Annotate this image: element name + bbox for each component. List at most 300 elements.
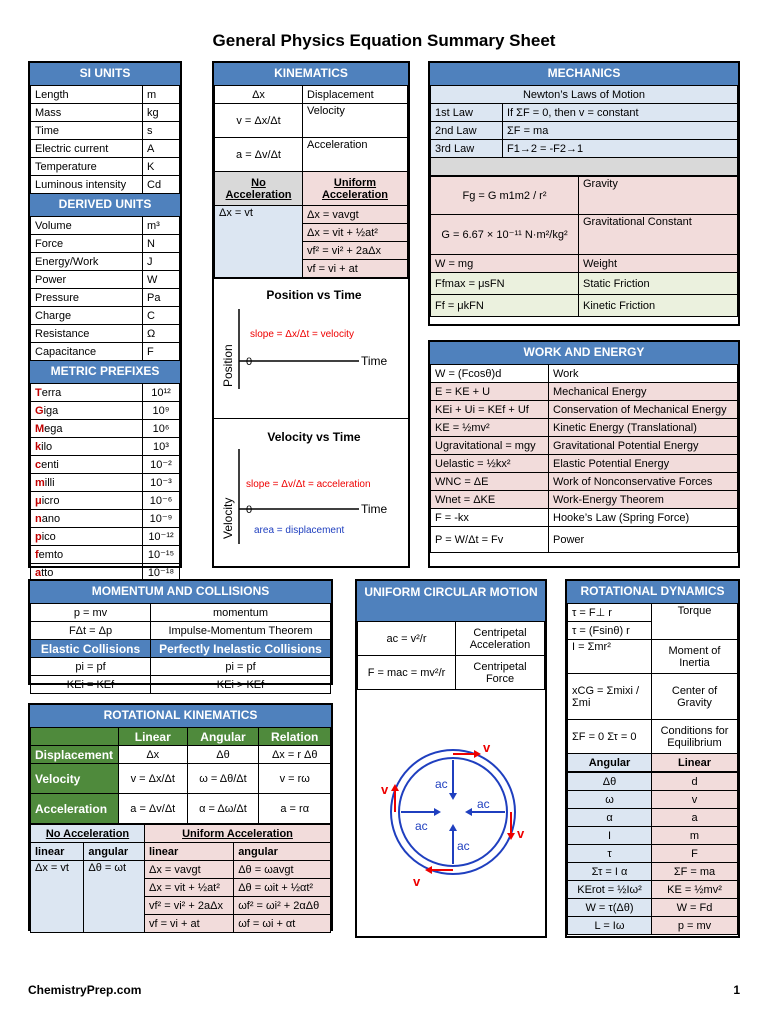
rk-vel-linear: v = Δx/Δt <box>119 764 188 794</box>
graph2-xlabel: Time <box>361 502 388 516</box>
work-energy-label: Work of Nonconservative Forces <box>549 473 738 491</box>
momentum-header: MOMENTUM AND COLLISIONS <box>30 581 331 603</box>
rotational-dynamics-header: ROTATIONAL DYNAMICS <box>567 581 738 603</box>
metric-prefixes-table <box>30 383 180 582</box>
work-energy-label: Work-Energy Theorem <box>549 491 738 509</box>
rot-pair-angular: α <box>568 809 652 827</box>
units-panel <box>28 61 182 579</box>
momentum-table <box>30 603 331 694</box>
derived_units-cell: Capacitance <box>31 343 143 361</box>
rotational-dynamics-table <box>567 603 738 772</box>
static-friction-eq: Ffmax = μsFN <box>431 273 579 295</box>
si_units-row <box>31 176 180 194</box>
rk-sub-3: angular <box>234 843 331 861</box>
rk-uni-lin-3: vf = vi + at <box>144 915 233 933</box>
prefix-rest: iga <box>43 404 59 417</box>
uniform-eq-3: vf = vi + at <box>303 260 408 278</box>
prefix-rest: erra <box>41 386 62 399</box>
si_units-row <box>31 140 180 158</box>
si_units-cell: s <box>143 122 180 140</box>
rot-pair-row <box>568 845 738 863</box>
derived_units-cell: Power <box>31 271 143 289</box>
law-1-text: If ΣF = 0, then v = constant <box>503 104 738 122</box>
no-accel-eq: Δx = vt <box>215 206 303 278</box>
derived_units-row <box>31 325 180 343</box>
rot-pair-linear: v <box>652 791 738 809</box>
v-label-right: v <box>517 826 525 841</box>
rk-uni-ang-1: Δθ = ωit + ½αt² <box>234 879 331 897</box>
kinetic-friction-eq: Ff = μkFN <box>431 295 579 317</box>
prefix-value: 10⁻¹⁸ <box>143 564 180 582</box>
si_units-row <box>31 122 180 140</box>
accel-arrowhead-right <box>465 808 472 816</box>
prefix-row <box>31 528 180 546</box>
prefix-symbol: f <box>35 548 39 561</box>
work-energy-label: Elastic Potential Energy <box>549 455 738 473</box>
derived_units-row <box>31 253 180 271</box>
graph1-slope: slope = Δx/Δt = velocity <box>250 329 354 340</box>
prefix-name <box>31 384 143 402</box>
rotational-kinematics-header: ROTATIONAL KINEMATICS <box>30 705 331 727</box>
si_units-cell: Length <box>31 86 143 104</box>
work-energy-eq: W = (Fcosθ)d <box>431 365 549 383</box>
kin-eq-0: Δx <box>215 86 303 104</box>
grav-constant-label: Gravitational Constant <box>579 215 738 255</box>
linear-col-header: Linear <box>652 754 738 772</box>
rk-uni-lin-0: Δx = vavgt <box>144 861 233 879</box>
kin-eq-2: a = Δv/Δt <box>215 138 303 172</box>
prefix-value: 10⁻¹² <box>143 528 180 546</box>
mechanics-table <box>430 85 738 176</box>
work-energy-row <box>431 473 738 491</box>
derived_units-row <box>31 289 180 307</box>
prefix-symbol: μ <box>35 494 42 507</box>
rot-pair-angular: Στ = I α <box>568 863 652 881</box>
rot-pair-angular: Δθ <box>568 773 652 791</box>
momentum-panel <box>28 579 333 691</box>
cg-eq: xCG = Σmixi / Σmi <box>568 674 652 720</box>
si_units-cell: A <box>143 140 180 158</box>
inelastic-ke: KEi > KEf <box>151 676 331 694</box>
prefix-row <box>31 420 180 438</box>
newton-laws-title: Newton’s Laws of Motion <box>431 86 738 104</box>
prefix-symbol: T <box>35 386 42 399</box>
prefix-rest: ega <box>44 422 63 435</box>
work-energy-row <box>431 455 738 473</box>
derived_units-cell: Charge <box>31 307 143 325</box>
prefix-name <box>31 456 143 474</box>
prefix-rest: illi <box>44 476 55 489</box>
law-1-label: 1st Law <box>431 104 503 122</box>
rk-col-relation: Relation <box>259 728 331 746</box>
rot-pair-linear: F <box>652 845 738 863</box>
torque-eq: τ = F⊥ r <box>568 604 652 622</box>
prefix-symbol: G <box>35 404 44 417</box>
prefix-value: 10⁻³ <box>143 474 180 492</box>
prefix-rest: emto <box>38 548 64 561</box>
work-energy-eq: Wnet = ΔKE <box>431 491 549 509</box>
rot-pair-linear: p = mv <box>652 917 738 935</box>
rot-pair-linear: ΣF = ma <box>652 863 738 881</box>
prefix-row <box>31 384 180 402</box>
rot-pair-angular: W = τ(Δθ) <box>568 899 652 917</box>
si_units-cell: Electric current <box>31 140 143 158</box>
rk-disp-angular: Δθ <box>187 746 259 764</box>
rot-pair-row <box>568 917 738 935</box>
graph2-title: Velocity vs Time <box>267 430 361 444</box>
prefix-value: 10⁻¹⁵ <box>143 546 180 564</box>
rk-acc-linear: a = Δv/Δt <box>119 794 188 824</box>
weight-eq: W = mg <box>431 255 579 273</box>
mechanics-table-2 <box>430 176 738 317</box>
derived_units-cell: Ω <box>143 325 180 343</box>
law-2-label: 2nd Law <box>431 122 503 140</box>
circular-motion-header: UNIFORM CIRCULAR MOTION <box>357 581 545 621</box>
prefix-name <box>31 528 143 546</box>
centripetal-accel-label: Centripetal Acceleration <box>456 622 545 656</box>
si_units-cell: m <box>143 86 180 104</box>
work-energy-label: Kinetic Energy (Translational) <box>549 419 738 437</box>
si_units-row <box>31 104 180 122</box>
rk-acc-relation: a = rα <box>259 794 331 824</box>
work-energy-row <box>431 437 738 455</box>
work-energy-eq: WNC = ΔE <box>431 473 549 491</box>
gravity-label: Gravity <box>579 177 738 215</box>
kin-label-1: Velocity <box>303 104 408 138</box>
mechanics-panel <box>428 61 740 326</box>
graph1-ylabel: Position <box>221 344 235 387</box>
prefix-value: 10¹² <box>143 384 180 402</box>
derived_units-cell: Pa <box>143 289 180 307</box>
law-3-label: 3rd Law <box>431 140 503 158</box>
angular-col-header: Angular <box>568 754 652 772</box>
grav-constant-eq: G = 6.67 × 10⁻¹¹ N·m²/kg² <box>431 215 579 255</box>
prefix-value: 10⁹ <box>143 402 180 420</box>
derived_units-row <box>31 235 180 253</box>
rk-col-0 <box>31 728 119 746</box>
rot-pair-angular: ω <box>568 791 652 809</box>
derived_units-row <box>31 271 180 289</box>
footer-site: ChemistryPrep.com <box>28 983 142 997</box>
work-energy-header: WORK AND ENERGY <box>430 342 738 364</box>
prefix-row <box>31 438 180 456</box>
uniform-eq-2: vf² = vi² + 2aΔx <box>303 242 408 260</box>
elastic-collisions-label: Elastic Collisions <box>31 640 151 658</box>
work-energy-label: Hooke’s Law (Spring Force) <box>549 509 738 527</box>
prefix-row <box>31 474 180 492</box>
torque-eq-2: τ = (Fsinθ) r <box>568 622 652 640</box>
prefix-value: 10⁶ <box>143 420 180 438</box>
derived_units-row <box>31 217 180 235</box>
metric-prefixes-header: METRIC PREFIXES <box>30 361 180 383</box>
work-energy-eq: KEi + Ui = KEf + Uf <box>431 401 549 419</box>
work-energy-row <box>431 365 738 383</box>
work-energy-table <box>430 364 738 553</box>
si_units-cell: Mass <box>31 104 143 122</box>
kinematics-panel <box>212 61 410 568</box>
prefix-value: 10⁻⁶ <box>143 492 180 510</box>
work-energy-eq: P = W/Δt = Fv <box>431 527 549 553</box>
impulse-label: Impulse-Momentum Theorem <box>151 622 331 640</box>
rotational-kinematics-panel <box>28 703 333 931</box>
rot-pair-linear: d <box>652 773 738 791</box>
si_units-cell: Temperature <box>31 158 143 176</box>
derived_units-cell: W <box>143 271 180 289</box>
uniform-eq-0: Δx = vavgt <box>303 206 408 224</box>
law-3-text: F1→2 = -F2→1 <box>503 140 738 158</box>
ac-label-right: ac <box>477 797 490 811</box>
work-energy-label: Gravitational Potential Energy <box>549 437 738 455</box>
work-energy-panel <box>428 340 740 568</box>
rk-uni-ang-3: ωf = ωi + αt <box>234 915 331 933</box>
rk-acc-angular: α = Δω/Δt <box>187 794 259 824</box>
mechanics-header: MECHANICS <box>430 63 738 85</box>
si_units-row <box>31 158 180 176</box>
si_units-cell: Cd <box>143 176 180 194</box>
prefix-rest: tto <box>41 566 54 579</box>
rk-row-velocity: Velocity <box>31 764 119 794</box>
kinetic-friction-label: Kinetic Friction <box>579 295 738 317</box>
derived_units-cell: m³ <box>143 217 180 235</box>
rot-pair-row <box>568 791 738 809</box>
accel-arrowhead-bottom <box>449 824 457 831</box>
work-energy-row <box>431 401 738 419</box>
rk-no-accel: No Acceleration <box>31 825 145 843</box>
momentum-label: momentum <box>151 604 331 622</box>
rot-pair-linear: W = Fd <box>652 899 738 917</box>
rk-col-linear: Linear <box>119 728 188 746</box>
rot-pair-angular: KErot = ½Iω² <box>568 881 652 899</box>
kin-eq-1: v = Δx/Δt <box>215 104 303 138</box>
prefix-value: 10⁻⁹ <box>143 510 180 528</box>
static-friction-label: Static Friction <box>579 273 738 295</box>
cg-label: Center of Gravity <box>652 674 738 720</box>
derived_units-cell: Resistance <box>31 325 143 343</box>
kin-label-2: Acceleration <box>303 138 408 172</box>
derived_units-row <box>31 307 180 325</box>
weight-label: Weight <box>579 255 738 273</box>
momentum-eq: p = mv <box>31 604 151 622</box>
kinematics-header: KINEMATICS <box>214 63 408 85</box>
no-acceleration-label: No Acceleration <box>215 172 303 206</box>
rk-vel-angular: ω = Δθ/Δt <box>187 764 259 794</box>
rot-pair-angular: I <box>568 827 652 845</box>
work-energy-label: Power <box>549 527 738 553</box>
centripetal-force-label: Centripetal Force <box>456 656 545 690</box>
uniform-eq-1: Δx = vit + ½at² <box>303 224 408 242</box>
prefix-rest: ico <box>41 530 56 543</box>
equilibrium-label: Conditions for Equilibrium <box>652 720 738 754</box>
graph2-area: area = displacement <box>254 525 345 536</box>
prefix-symbol: p <box>35 530 42 543</box>
si_units-cell: Luminous intensity <box>31 176 143 194</box>
equilibrium-eq: ΣF = 0 Στ = 0 <box>568 720 652 754</box>
prefix-row <box>31 456 180 474</box>
derived_units-cell: Energy/Work <box>31 253 143 271</box>
torque-label: Torque <box>652 604 738 640</box>
kinematics-table <box>214 85 408 278</box>
work-energy-label: Work <box>549 365 738 383</box>
rk-sub-2: linear <box>144 843 233 861</box>
prefix-row <box>31 510 180 528</box>
rk-no-accel-angular: Δθ = ωt <box>84 861 145 933</box>
circular-motion-diagram <box>357 690 545 930</box>
derived-units-table <box>30 216 180 361</box>
velocity-time-graph <box>214 418 408 568</box>
elastic-p: pi = pf <box>31 658 151 676</box>
circular-motion-table <box>357 621 545 690</box>
si-units-table <box>30 85 180 194</box>
work-energy-row <box>431 383 738 401</box>
impulse-eq: FΔt = Δp <box>31 622 151 640</box>
inertia-label: Moment of Inertia <box>652 640 738 674</box>
work-energy-row <box>431 491 738 509</box>
rk-disp-linear: Δx <box>119 746 188 764</box>
prefix-row <box>31 546 180 564</box>
derived_units-cell: J <box>143 253 180 271</box>
rk-row-displacement: Displacement <box>31 746 119 764</box>
rk-uni-lin-1: Δx = vit + ½at² <box>144 879 233 897</box>
si_units-cell: Time <box>31 122 143 140</box>
derived_units-row <box>31 343 180 361</box>
ac-label-bottom: ac <box>457 839 470 853</box>
work-energy-row <box>431 419 738 437</box>
v-label-top: v <box>483 740 491 755</box>
work-energy-eq: F = -kx <box>431 509 549 527</box>
work-energy-label: Mechanical Energy <box>549 383 738 401</box>
position-time-graph <box>214 278 408 418</box>
rot-pair-linear: a <box>652 809 738 827</box>
footer-page-number: 1 <box>733 983 740 997</box>
uniform-acceleration-label: Uniform Acceleration <box>303 172 408 206</box>
ac-label-left: ac <box>415 819 428 833</box>
graph2-zero: 0 <box>246 504 253 516</box>
rotational-dynamics-panel <box>565 579 740 938</box>
prefix-row <box>31 402 180 420</box>
work-energy-row <box>431 527 738 553</box>
elastic-ke: KEi = KEf <box>31 676 151 694</box>
rot-pair-row <box>568 863 738 881</box>
prefix-symbol: n <box>35 512 42 525</box>
rot-pair-row <box>568 809 738 827</box>
prefix-row <box>31 492 180 510</box>
rotational-accel-table <box>30 824 331 933</box>
work-energy-eq: Uelastic = ½kx² <box>431 455 549 473</box>
v-label-left: v <box>381 782 389 797</box>
law-2-text: ΣF = ma <box>503 122 738 140</box>
graph1-title: Position vs Time <box>266 288 362 302</box>
prefix-name <box>31 420 143 438</box>
prefix-name <box>31 510 143 528</box>
prefix-rest: icro <box>41 494 60 507</box>
rk-uniform-accel: Uniform Acceleration <box>144 825 330 843</box>
rk-uni-lin-2: vf² = vi² + 2aΔx <box>144 897 233 915</box>
rot-pair-angular: τ <box>568 845 652 863</box>
v-label-bottom: v <box>413 874 421 889</box>
rk-uni-ang-0: Δθ = ωavgt <box>234 861 331 879</box>
derived_units-cell: Force <box>31 235 143 253</box>
prefix-rest: ano <box>41 512 61 525</box>
rot-pair-angular: L = Iω <box>568 917 652 935</box>
work-energy-eq: Ugravitational = mgy <box>431 437 549 455</box>
prefix-symbol: k <box>35 440 42 453</box>
rk-no-accel-linear: Δx = vt <box>31 861 84 933</box>
derived_units-cell: N <box>143 235 180 253</box>
derived_units-cell: Volume <box>31 217 143 235</box>
rk-row-acceleration: Acceleration <box>31 794 119 824</box>
rot-pair-row <box>568 773 738 791</box>
rot-pair-linear: KE = ½mv² <box>652 881 738 899</box>
prefix-name <box>31 474 143 492</box>
centripetal-force-eq: F = mac = mv²/r <box>358 656 456 690</box>
work-energy-eq: KE = ½mv² <box>431 419 549 437</box>
graph2-slope: slope = Δv/Δt = acceleration <box>246 479 371 490</box>
rk-sub-1: angular <box>84 843 145 861</box>
derived_units-cell: F <box>143 343 180 361</box>
prefix-symbol: m <box>35 476 45 489</box>
accel-arrowhead-left <box>434 808 441 816</box>
accel-arrowhead-top <box>449 793 457 800</box>
prefix-value: 10⁻² <box>143 456 180 474</box>
circular-motion-panel <box>355 579 547 938</box>
prefix-rest: ilo <box>41 440 53 453</box>
prefix-symbol: c <box>35 458 42 471</box>
work-energy-label: Conservation of Mechanical Energy <box>549 401 738 419</box>
inertia-eq: I = Σmr² <box>568 640 652 674</box>
centripetal-accel-eq: ac = v²/r <box>358 622 456 656</box>
graph2-ylabel: Velocity <box>221 497 235 539</box>
si_units-cell: K <box>143 158 180 176</box>
mechanics-spacer <box>431 158 738 176</box>
rk-col-angular: Angular <box>187 728 259 746</box>
rotational-pairs-table <box>567 772 738 935</box>
gravity-eq: Fg = G m1m2 / r² <box>431 177 579 215</box>
kin-label-0: Displacement <box>303 86 408 104</box>
prefix-name <box>31 492 143 510</box>
inelastic-collisions-label: Perfectly Inelastic Collisions <box>151 640 331 658</box>
inelastic-p: pi = pf <box>151 658 331 676</box>
graph1-xlabel: Time <box>361 354 388 368</box>
si-units-header: SI UNITS <box>30 63 180 85</box>
work-energy-row <box>431 509 738 527</box>
rot-pair-row <box>568 827 738 845</box>
prefix-rest: enti <box>41 458 59 471</box>
derived-units-header: DERIVED UNITS <box>30 194 180 216</box>
prefix-name <box>31 546 143 564</box>
prefix-value: 10³ <box>143 438 180 456</box>
rotational-kinematics-table <box>30 727 331 824</box>
prefix-name <box>31 402 143 420</box>
rot-pair-row <box>568 881 738 899</box>
si_units-cell: kg <box>143 104 180 122</box>
derived_units-cell: Pressure <box>31 289 143 307</box>
prefix-symbol: a <box>35 566 42 579</box>
derived_units-cell: C <box>143 307 180 325</box>
rot-pair-linear: m <box>652 827 738 845</box>
prefix-symbol: M <box>35 422 45 435</box>
work-energy-eq: E = KE + U <box>431 383 549 401</box>
page-title: General Physics Equation Summary Sheet <box>212 31 556 50</box>
ac-label-top: ac <box>435 777 448 791</box>
si_units-row <box>31 86 180 104</box>
graph1-zero: 0 <box>246 356 253 368</box>
rk-vel-relation: v = rω <box>259 764 331 794</box>
rot-pair-row <box>568 899 738 917</box>
prefix-name <box>31 438 143 456</box>
rk-disp-relation: Δx = r Δθ <box>259 746 331 764</box>
rk-sub-0: linear <box>31 843 84 861</box>
rk-uni-ang-2: ωf² = ωi² + 2αΔθ <box>234 897 331 915</box>
